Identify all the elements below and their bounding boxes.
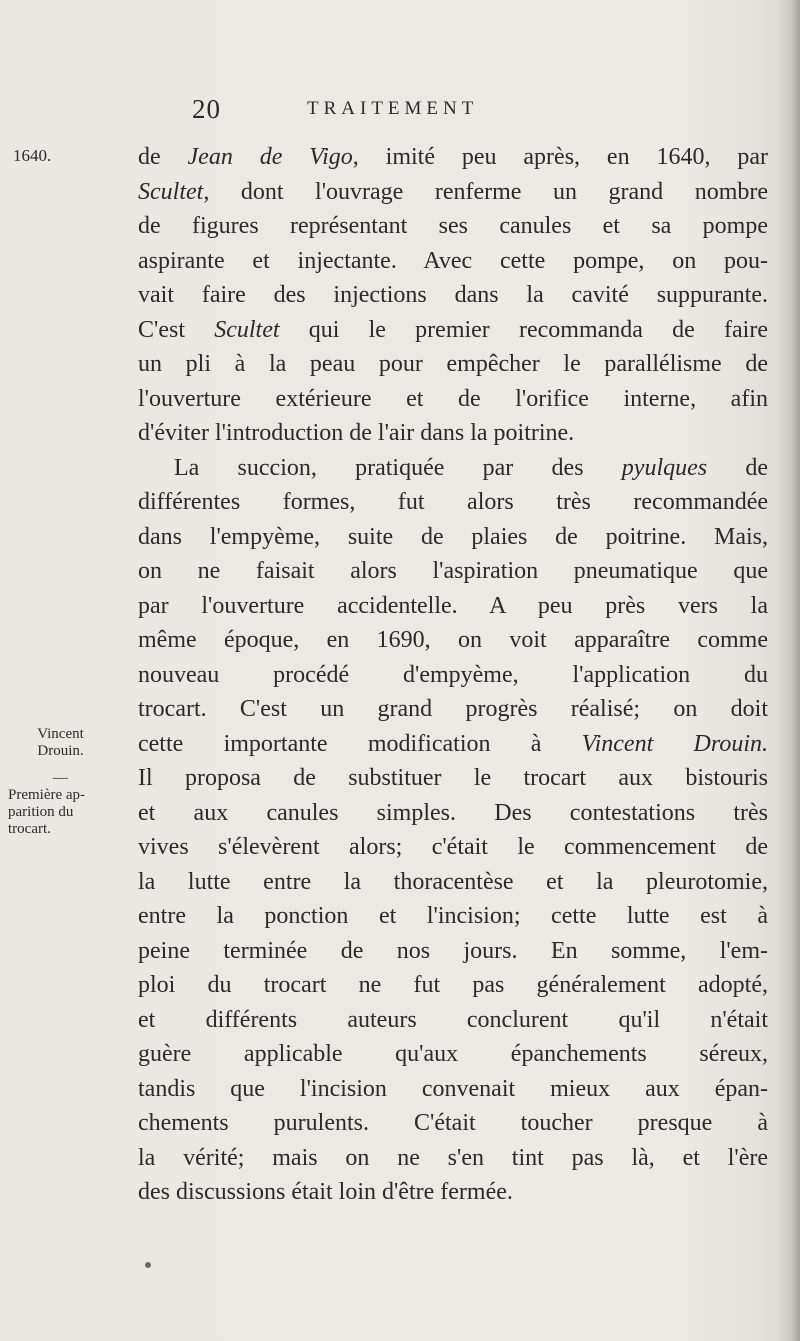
text-line: par l'ouverture accidentelle. A peu près vers la <box>138 592 768 619</box>
margin-year: 1640. <box>13 146 52 165</box>
text-line: l'ouverture extérieure et de l'orifice interne, afin <box>138 385 768 412</box>
margin-note-line: Vincent <box>37 726 84 742</box>
text-line: peine terminée de nos jours. En somme, l'em- <box>138 937 768 964</box>
page-number: 20 <box>192 94 221 124</box>
text-line: nouveau procédé d'empyème, l'application du <box>138 661 768 688</box>
text-line: des discussions était loin d'être fermée. <box>138 1179 513 1205</box>
text-line: d'éviter l'introduction de l'air dans la poitrine. <box>138 420 575 446</box>
margin-note-line: Première ap- <box>8 787 86 803</box>
text-line: trocart. C'est un grand progrès réalisé; on doit <box>138 696 768 722</box>
name-scultet: Scultet <box>138 178 204 205</box>
text-line: la lutte entre la thoracentèse et la pleurotomie, <box>138 868 768 895</box>
body-text <box>138 140 768 1210</box>
text-line: Il proposa de substituer le trocart aux bistouris <box>138 765 768 791</box>
text-line: guère applicable qu'aux épanchements séreux, <box>138 1041 768 1067</box>
name-vincent-drouin: Vincent Drouin. <box>581 730 768 757</box>
name-scultet: Scultet <box>214 316 280 343</box>
running-head: TRAITEMENT <box>307 98 479 119</box>
text-line: chements purulents. C'était toucher presque à <box>138 1110 768 1136</box>
page-header <box>0 94 800 134</box>
text-line: tandis que l'incision convenait mieux aux épan- <box>138 1075 768 1102</box>
term-pyulques: pyulques <box>621 454 708 481</box>
text-line: de Jean de Vigo, imité peu après, en 1640, par <box>138 144 768 170</box>
text-line: cette importante modification à Vincent Drouin. <box>138 730 768 757</box>
ink-speck <box>145 1262 151 1268</box>
text-line: et différents auteurs conclurent qu'il n'était <box>138 1006 768 1033</box>
text-line: aspirante et injectante. Avec cette pompe, on pou- <box>138 247 768 274</box>
text-line: La succion, pratiquée par des pyulques de <box>174 454 769 481</box>
text-line: ploi du trocart ne fut pas généralement adopté, <box>138 972 768 998</box>
text-line: dans l'empyème, suite de plaies de poitrine. Mais, <box>138 523 768 550</box>
text-line: la vérité; mais on ne s'en tint pas là, et l'ère <box>138 1144 768 1171</box>
margin-note-dash: — <box>53 770 68 786</box>
margin-note-line: parition du <box>8 804 74 820</box>
text-line: on ne faisait alors l'aspiration pneumatique que <box>138 558 768 584</box>
text-line: et aux canules simples. Des contestations très <box>138 799 768 826</box>
text-line: C'est Scultet qui le premier recommanda de faire <box>138 316 768 343</box>
text-line: entre la ponction et l'incision; cette lutte est à <box>138 903 768 929</box>
text-line: un pli à la peau pour empêcher le parallélisme de <box>138 351 768 377</box>
name-jean-de-vigo: Jean de Vigo <box>187 144 353 170</box>
margin-note-premiere-apparition <box>8 787 113 838</box>
text-line: Scultet, dont l'ouvrage renferme un grand nombre <box>138 178 768 205</box>
page-edge-shadow <box>778 0 800 1341</box>
margin-note-line: Drouin. <box>37 743 84 759</box>
margin-note-vincent-drouin <box>8 726 113 760</box>
text-line: vait faire des injections dans la cavité suppurante. <box>138 282 768 308</box>
text-line: différentes formes, fut alors très recommandée <box>138 489 768 515</box>
text-line: même époque, en 1690, on voit apparaître comme <box>138 627 768 653</box>
text-line: de figures représentant ses canules et sa pompe <box>138 213 768 239</box>
margin-note-line: trocart. <box>8 821 51 837</box>
text-line: vives s'élevèrent alors; c'était le commencement de <box>138 834 768 860</box>
